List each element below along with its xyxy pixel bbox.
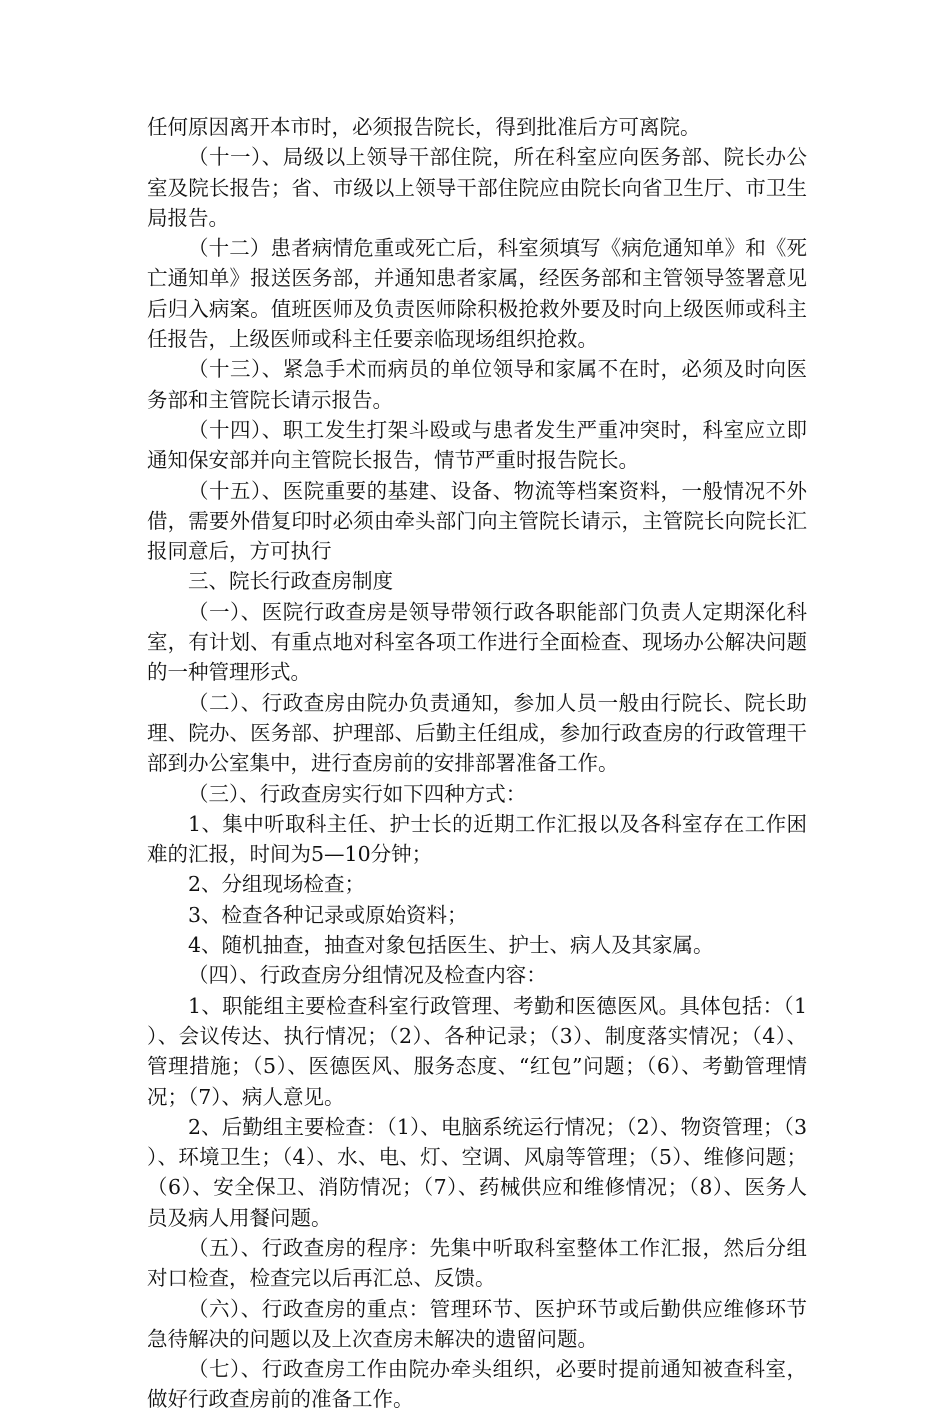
- paragraph-continuation: 任何原因离开本市时，必须报告院长，得到批准后方可离院。: [147, 115, 701, 139]
- paragraph-section3-item-7: （七）、行政查房工作由院办牵头组织，必要时提前通知被查科室，做好行政查房前的准备工作。: [147, 1357, 807, 1412]
- paragraph-section3-item-1: （一）、医院行政查房是领导带领行政各职能部门负责人定期深化科室，有计划、有重点地对科室各项工作进行全面检查、现场办公解决问题的一种管理形式。: [147, 599, 807, 685]
- list-item-method-1: 1、集中听取科主任、护士长的近期工作汇报以及各科室存在工作困难的汇报，时间为5—10分钟；: [147, 811, 807, 867]
- list-item-method-4: 4、随机抽查，抽查对象包括医生、护士、病人及其家属。: [188, 933, 714, 958]
- paragraph-item-11: （十一）、局级以上领导干部住院，所在科室应向医务部、院长办公室及院长报告；省、市级以上领导干部住院应由院长向省卫生厅、市卫生局报告。: [147, 145, 807, 230]
- paragraph-section3-item-5: （五）、行政查房的程序：先集中听取科室整体工作汇报，然后分组对口检查，检查完以后再汇总、反馈。: [147, 1235, 807, 1291]
- paragraph-section3-item-6: （六）、行政查房的重点：管理环节、医护环节或后勤供应维修环节急待解决的问题以及上次查房未解决的遗留问题。: [147, 1296, 807, 1351]
- section-heading: 三、院长行政查房制度: [188, 569, 393, 594]
- document-body: [147, 112, 807, 1415]
- paragraph-item-13: （十三）、紧急手术而病员的单位领导和家属不在时，必须及时向医务部和主管院长请示报告。: [147, 357, 807, 412]
- list-item-method-2: 2、分组现场检查；: [188, 872, 366, 897]
- paragraph-item-12: （十二）患者病情危重或死亡后，科室须填写《病危通知单》和《死亡通知单》报送医务部，并通知患者家属，经医务部和主管领导签署意见后归入病案。值班医师及负责医师除积极抢救外要及时向上级医师或科主任报告，上级医师或科主任要亲临现场组织抢救。: [147, 236, 807, 352]
- list-item-method-3: 3、检查各种记录或原始资料；: [188, 902, 468, 927]
- paragraph-section3-item-4: （四）、行政查房分组情况及检查内容：: [188, 963, 547, 988]
- paragraph-section3-item-3: （三）、行政查房实行如下四种方式：: [188, 781, 527, 806]
- list-item-group-2: 2、后勤组主要检查：（1）、电脑系统运行情况；（2）、物资管理；（3）、环境卫生；（4）、水、电、灯、空调、风扇等管理；（5）、维修问题；（6）、安全保卫、消防情况；（7）、药械供应和维修情况；（8）、医务人员及病人用餐问题。: [147, 1114, 807, 1230]
- paragraph-section3-item-2: （二）、行政查房由院办负责通知，参加人员一般由行院长、院长助理、院办、医务部、护理部、后勤主任组成，参加行政查房的行政管理干部到办公室集中，进行查房前的安排部署准备工作。: [147, 690, 807, 776]
- paragraph-item-14: （十四）、职工发生打架斗殴或与患者发生严重冲突时，科室应立即通知保安部并向主管院长报告，情节严重时报告院长。: [147, 417, 807, 473]
- paragraph-item-15: （十五）、医院重要的基建、设备、物流等档案资料，一般情况不外借，需要外借复印时必须由牵头部门向主管院长请示，主管院长向院长汇报同意后，方可执行: [147, 478, 807, 564]
- list-item-group-1: 1、职能组主要检查科室行政管理、考勤和医德医风。具体包括：（1）、会议传达、执行情况；（2）、各种记录；（3）、制度落实情况；（4）、管理措施；（5）、医德医风、服务态度、“红包”问题；（6）、考勤管理情况；（7）、病人意见。: [147, 993, 807, 1109]
